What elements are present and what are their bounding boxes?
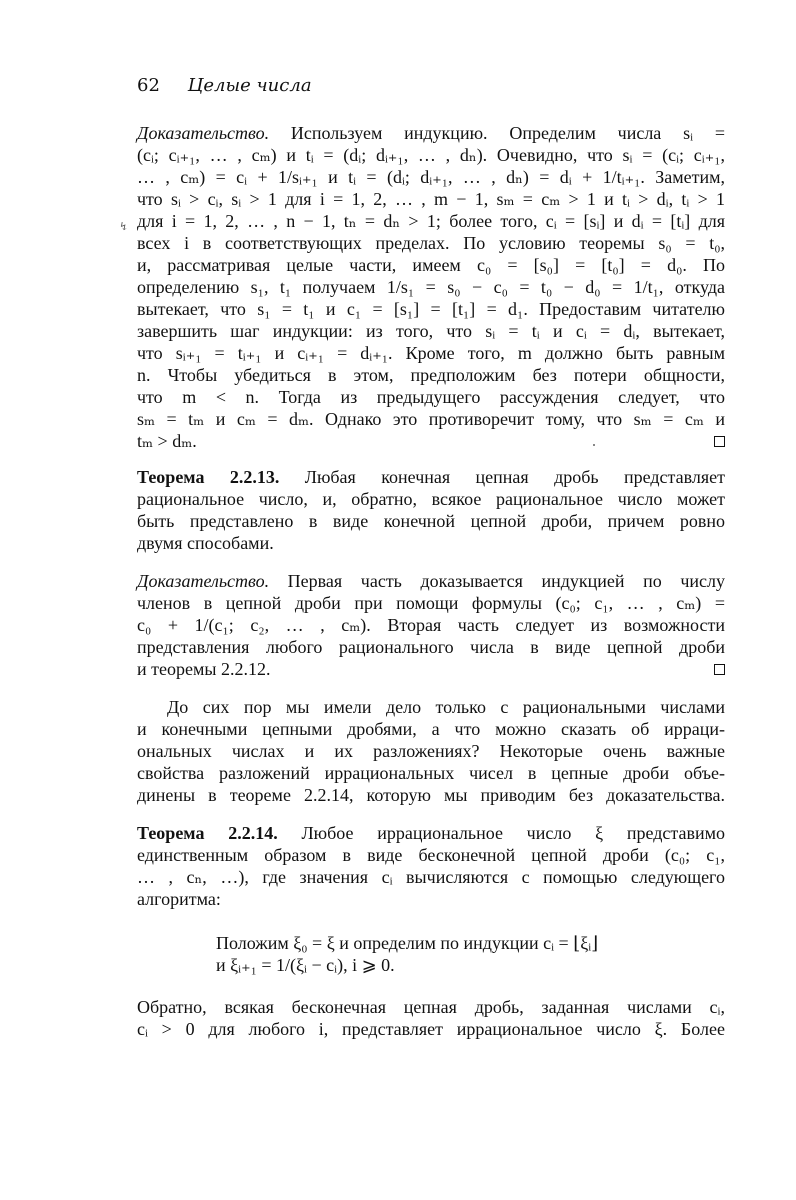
proof-line: всех i в соответствующих пределах. По условию теоремы s₀ = t₀, — [137, 233, 725, 253]
proof-line: завершить шаг индукции: из того, что sᵢ = tᵢ и cᵢ = dᵢ, вытекает, — [137, 321, 725, 341]
paragraph-line: Обратно, всякая бесконечная цепная дробь, заданная числами cᵢ, — [137, 997, 725, 1017]
paragraph-line: До сих пор мы имели дело только с рациональными числами — [167, 697, 725, 717]
proof-line: вытекает, что s₁ = t₁ и c₁ = [s₁] = [t₁] = d₁. Предоставим читателю — [137, 299, 725, 319]
formula-line-2: и ξᵢ₊₁ = 1/(ξᵢ − cᵢ), i ⩾ 0. — [216, 955, 395, 975]
proof-line: Доказательство. Первая часть доказывается индукцией по числу — [137, 571, 725, 591]
theorem-line: Теорема 2.2.13. Любая конечная цепная дробь представляет — [137, 467, 725, 487]
paragraph-line: cᵢ > 0 для любого i, представляет иррациональное число ξ. Более — [137, 1019, 725, 1039]
page-number: 62 — [137, 75, 160, 96]
theorem-label: Теорема 2.2.13. — [137, 467, 280, 487]
proof-line: (cᵢ; cᵢ₊₁, … , cₘ) и tᵢ = (dᵢ; dᵢ₊₁, … , dₙ). Очевидно, что sᵢ = (cᵢ; cᵢ₊₁, — [137, 145, 725, 165]
proof-2-2-12 — [137, 122, 725, 452]
theorem-line: Теорема 2.2.14. Любое иррациональное число ξ представимо — [137, 823, 725, 843]
paragraph-line: динены в теореме 2.2.14, которую мы приводим без доказательства. — [137, 785, 725, 805]
proof-line: что sᵢ > cᵢ, sᵢ > 1 для i = 1, 2, … , m − 1, sₘ = cₘ > 1 и tᵢ > dᵢ, tᵢ > 1 — [137, 189, 725, 209]
body-paragraph — [137, 696, 725, 806]
theorem-line: рациональное число, и, обратно, всякое рациональное число может — [137, 489, 725, 509]
proof-line: и, рассматривая целые части, имеем c₀ = [s₀] = [t₀] = d₀. По — [137, 255, 725, 275]
theorem-line: алгоритма: — [137, 889, 221, 909]
proof-line: что m < n. Тогда из предыдущего рассуждения следует, что — [137, 387, 725, 407]
qed-box — [714, 436, 725, 447]
closing-paragraph — [137, 996, 725, 1040]
proof-line: … , cₘ) = cᵢ + 1/sᵢ₊₁ и tᵢ = (dᵢ; dᵢ₊₁, … , dₙ) = dᵢ + 1/tᵢ₊₁. Заметим, — [137, 167, 725, 187]
theorem-2-2-13 — [137, 466, 725, 554]
running-title: Целые числа — [187, 75, 312, 96]
theorem-line: … , cₙ, …), где значения cᵢ вычисляются с помощью следующего — [137, 867, 725, 887]
theorem-label: Теорема 2.2.14. — [137, 823, 278, 843]
proof-line: представления любого рационального числа в виде цепной дроби — [137, 637, 725, 657]
theorem-line: быть представлено в виде конечной цепной дроби, причем ровно — [137, 511, 725, 531]
formula-line-1: Положим ξ₀ = ξ и определим по индукции cᵢ = ⌊ξᵢ⌋ — [216, 933, 599, 953]
proof-label: Доказательство. — [137, 571, 270, 591]
proof-line: членов в цепной дроби при помощи формулы (c₀; c₁, … , cₘ) = — [137, 593, 725, 613]
margin-mark: ↯ — [119, 220, 129, 233]
proof-line: для i = 1, 2, … , n − 1, tₙ = dₙ > 1; более того, cᵢ = [sᵢ] и dᵢ = [tᵢ] для — [137, 211, 725, 231]
proof-2-2-13 — [137, 570, 725, 680]
theorem-line: двумя способами. — [137, 533, 274, 553]
paragraph-line: свойства разложений иррациональных чисел в цепные дроби объе- — [137, 763, 725, 783]
theorem-line: единственным образом в виде бесконечной цепной дроби (c₀; c₁, — [137, 845, 725, 865]
print-speck — [593, 444, 595, 446]
proof-label: Доказательство. — [137, 123, 270, 143]
proof-line: n. Чтобы убедиться в этом, предположим без потери общности, — [137, 365, 725, 385]
proof-line: tₘ > dₘ. — [137, 430, 725, 452]
proof-line: Доказательство. Используем индукцию. Определим числа sᵢ = — [137, 123, 725, 143]
proof-line: и теоремы 2.2.12. — [137, 658, 725, 680]
paragraph-line: ональных числах и их разложениях? Некоторые очень важные — [137, 741, 725, 761]
proof-line: c₀ + 1/(c₁; c₂, … , cₘ). Вторая часть следует из возможности — [137, 615, 725, 635]
paragraph-line: и конечными цепными дробями, а что можно сказать об ирраци- — [137, 719, 725, 739]
proof-line: определению s₁, t₁ получаем 1/s₁ = s₀ − c₀ = t₀ − d₀ = 1/t₁, откуда — [137, 277, 725, 297]
algorithm-formula — [216, 932, 598, 976]
theorem-2-2-14 — [137, 822, 725, 910]
proof-line: что sᵢ₊₁ = tᵢ₊₁ и cᵢ₊₁ = dᵢ₊₁. Кроме того, m должно быть равным — [137, 343, 725, 363]
proof-line: sₘ = tₘ и cₘ = dₘ. Однако это противоречит тому, что sₘ = cₘ и — [137, 409, 725, 429]
qed-box — [714, 664, 725, 675]
page-header — [137, 74, 312, 98]
